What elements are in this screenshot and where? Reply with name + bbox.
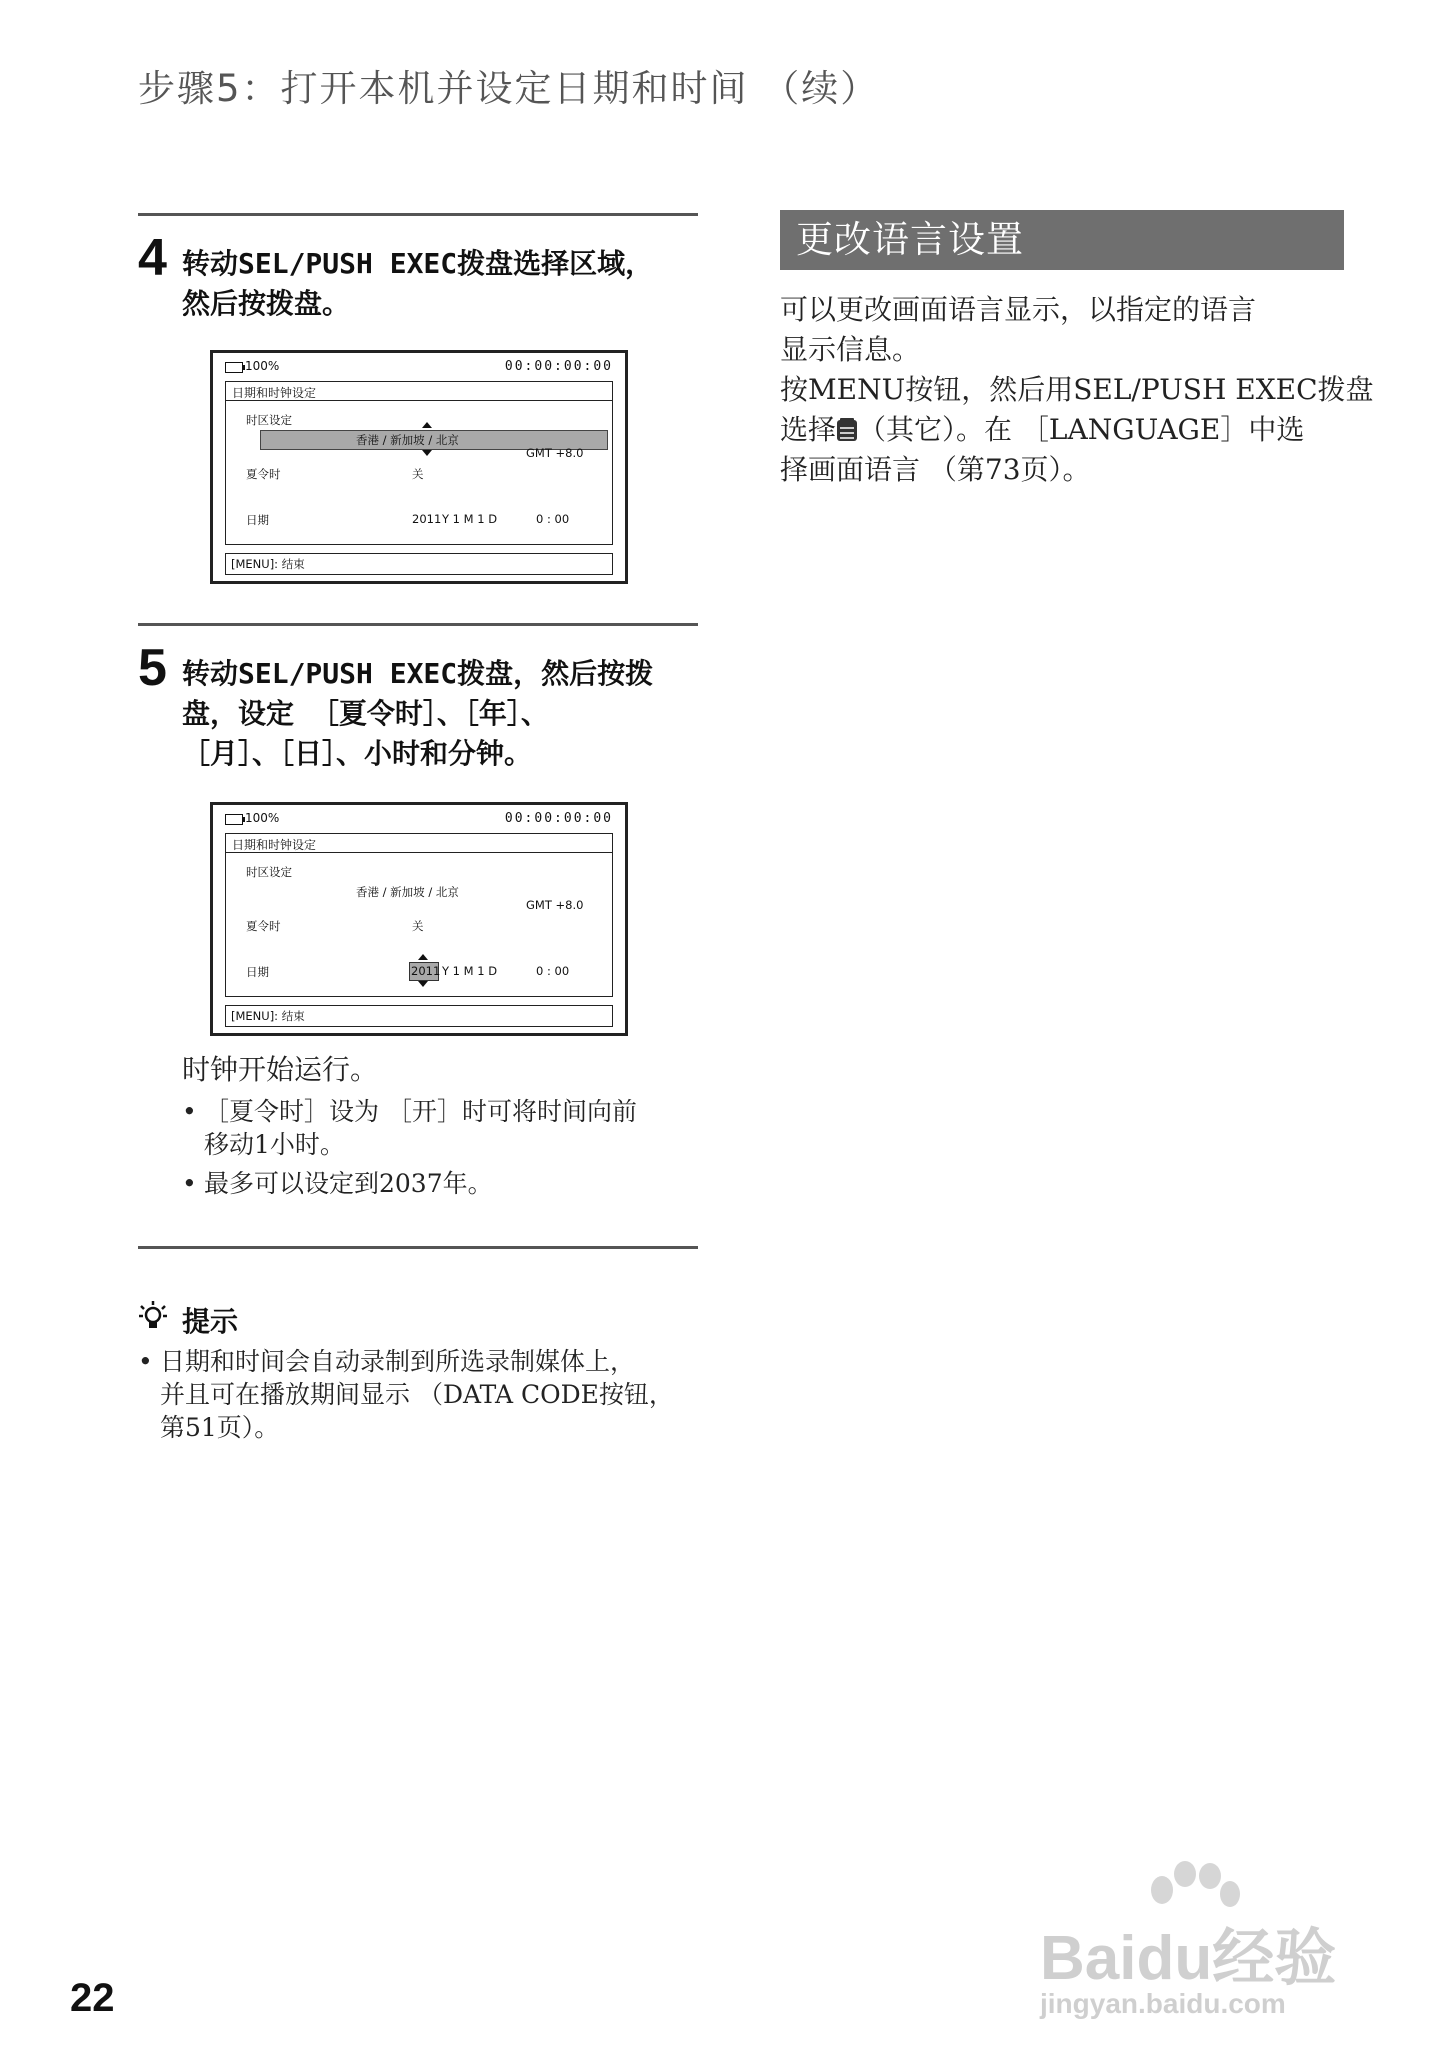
note-1-line2: 移动1小时。 xyxy=(204,1130,345,1159)
year-value: 2011 xyxy=(412,512,442,526)
lcd-screen-date xyxy=(210,802,628,1036)
battery-percent: 100% xyxy=(245,811,280,825)
divider xyxy=(138,213,698,216)
arrow-up-icon xyxy=(418,954,428,960)
timecode: 00:00:00:00 xyxy=(504,811,613,826)
divider xyxy=(226,852,612,853)
tip-line2: 并且可在播放期间显示 （DATA CODE按钮， xyxy=(160,1380,674,1409)
time-value: 0 : 00 xyxy=(536,964,570,978)
dst-label: 夏令时 xyxy=(246,919,281,933)
step-5-instruction xyxy=(182,654,653,774)
zone-value: 香港 / 新加坡 / 北京 xyxy=(356,433,459,447)
note-1-line1: ［夏令时］设为 ［开］时可将时间向前 xyxy=(204,1097,637,1126)
zone-value: 香港 / 新加坡 / 北京 xyxy=(356,885,459,899)
baidu-jingyan-watermark xyxy=(1040,1860,1380,2030)
step-5-number: 5 xyxy=(138,639,167,697)
menu-footer-text: [MENU]: 结束 xyxy=(231,1009,305,1023)
bullet-icon: • xyxy=(138,1347,153,1376)
lcd-screen-zone xyxy=(210,350,628,584)
tip-title: 提示 xyxy=(182,1305,239,1338)
divider xyxy=(138,623,698,626)
language-section-heading: 更改语言设置 xyxy=(780,210,1344,270)
menu-footer xyxy=(225,553,613,575)
language-line4-start: 选择 xyxy=(780,413,837,446)
lightbulb-icon xyxy=(138,1300,168,1334)
menu-panel xyxy=(225,833,613,997)
divider xyxy=(226,400,612,401)
menu-panel xyxy=(225,381,613,545)
gmt-offset: GMT +8.0 xyxy=(526,446,584,460)
battery-icon xyxy=(225,814,243,825)
menu-footer-text: [MENU]: 结束 xyxy=(231,557,305,571)
step-5-line1: 转动SEL/PUSH EXEC拨盘，然后按拨 xyxy=(182,657,654,690)
watermark-jingyan: 经验 xyxy=(1212,1921,1337,1994)
other-menu-icon xyxy=(836,414,858,440)
time-value: 0 : 00 xyxy=(536,512,570,526)
battery-percent: 100% xyxy=(245,359,280,373)
language-line4-end: （其它）。在 ［LANGUAGE］中选 xyxy=(858,413,1305,446)
list-item xyxy=(182,1095,702,1161)
watermark-url: jingyan.baidu.com xyxy=(1040,1988,1286,2019)
page-number: 22 xyxy=(70,1976,115,2020)
language-line3: 按MENU按钮，然后用SEL/PUSH EXEC拨盘 xyxy=(780,373,1374,406)
clock-running-text: 时钟开始运行。 xyxy=(182,1053,379,1086)
dst-label: 夏令时 xyxy=(246,467,281,481)
timecode: 00:00:00:00 xyxy=(504,359,613,374)
menu-footer xyxy=(225,1005,613,1027)
zone-label: 时区设定 xyxy=(246,413,292,427)
arrow-down-icon xyxy=(422,450,432,456)
step-5-line2: 盘，设定 ［夏令时］、［年］、 xyxy=(182,697,549,730)
arrow-down-icon xyxy=(418,981,428,987)
menu-title: 日期和时钟设定 xyxy=(232,838,317,852)
watermark-du: du xyxy=(1136,1924,1213,1993)
year-value: 2011 xyxy=(411,964,441,978)
note-2: 最多可以设定到2037年。 xyxy=(204,1169,493,1198)
watermark-brand xyxy=(1040,1908,1336,1997)
language-line1: 可以更改画面语言显示，以指定的语言 xyxy=(780,293,1257,326)
bullet-icon: • xyxy=(182,1169,197,1198)
step-4-line2: 然后按拨盘。 xyxy=(182,287,351,320)
step-4-line1: 转动SEL/PUSH EXEC拨盘选择区域， xyxy=(182,247,654,280)
divider xyxy=(138,1246,698,1249)
step-5-line3: ［月］、［日］、小时和分钟。 xyxy=(182,737,533,770)
arrow-up-icon xyxy=(422,422,432,428)
dst-value: 关 xyxy=(412,467,424,481)
gmt-offset: GMT +8.0 xyxy=(526,898,584,912)
tip-body xyxy=(138,1345,730,1444)
date-month-day: Y 1 M 1 D xyxy=(442,964,498,978)
menu-title: 日期和时钟设定 xyxy=(232,386,317,400)
date-label: 日期 xyxy=(246,965,269,979)
language-section-body xyxy=(780,290,1374,490)
battery-icon xyxy=(225,362,243,373)
status-bar xyxy=(225,811,613,831)
zone-label: 时区设定 xyxy=(246,865,292,879)
date-month-day: Y 1 M 1 D xyxy=(442,512,498,526)
list-item xyxy=(182,1167,702,1200)
tip-line1: 日期和时间会自动录制到所选录制媒体上， xyxy=(160,1347,636,1376)
date-label: 日期 xyxy=(246,513,269,527)
status-bar xyxy=(225,359,613,379)
step-4-number: 4 xyxy=(138,229,167,287)
bullet-icon: • xyxy=(182,1097,197,1126)
tip-line3: 第51页）。 xyxy=(160,1413,280,1442)
dst-value: 关 xyxy=(412,919,424,933)
language-line5: 择画面语言 （第73页）。 xyxy=(780,453,1091,486)
note-list xyxy=(182,1095,702,1200)
watermark-bai: Bai xyxy=(1040,1924,1137,1993)
page-header-title: 步骤5：打开本机并设定日期和时间 （续） xyxy=(138,67,880,110)
step-4-instruction xyxy=(182,244,653,324)
language-line4 xyxy=(780,410,1340,450)
language-line2: 显示信息。 xyxy=(780,333,921,366)
